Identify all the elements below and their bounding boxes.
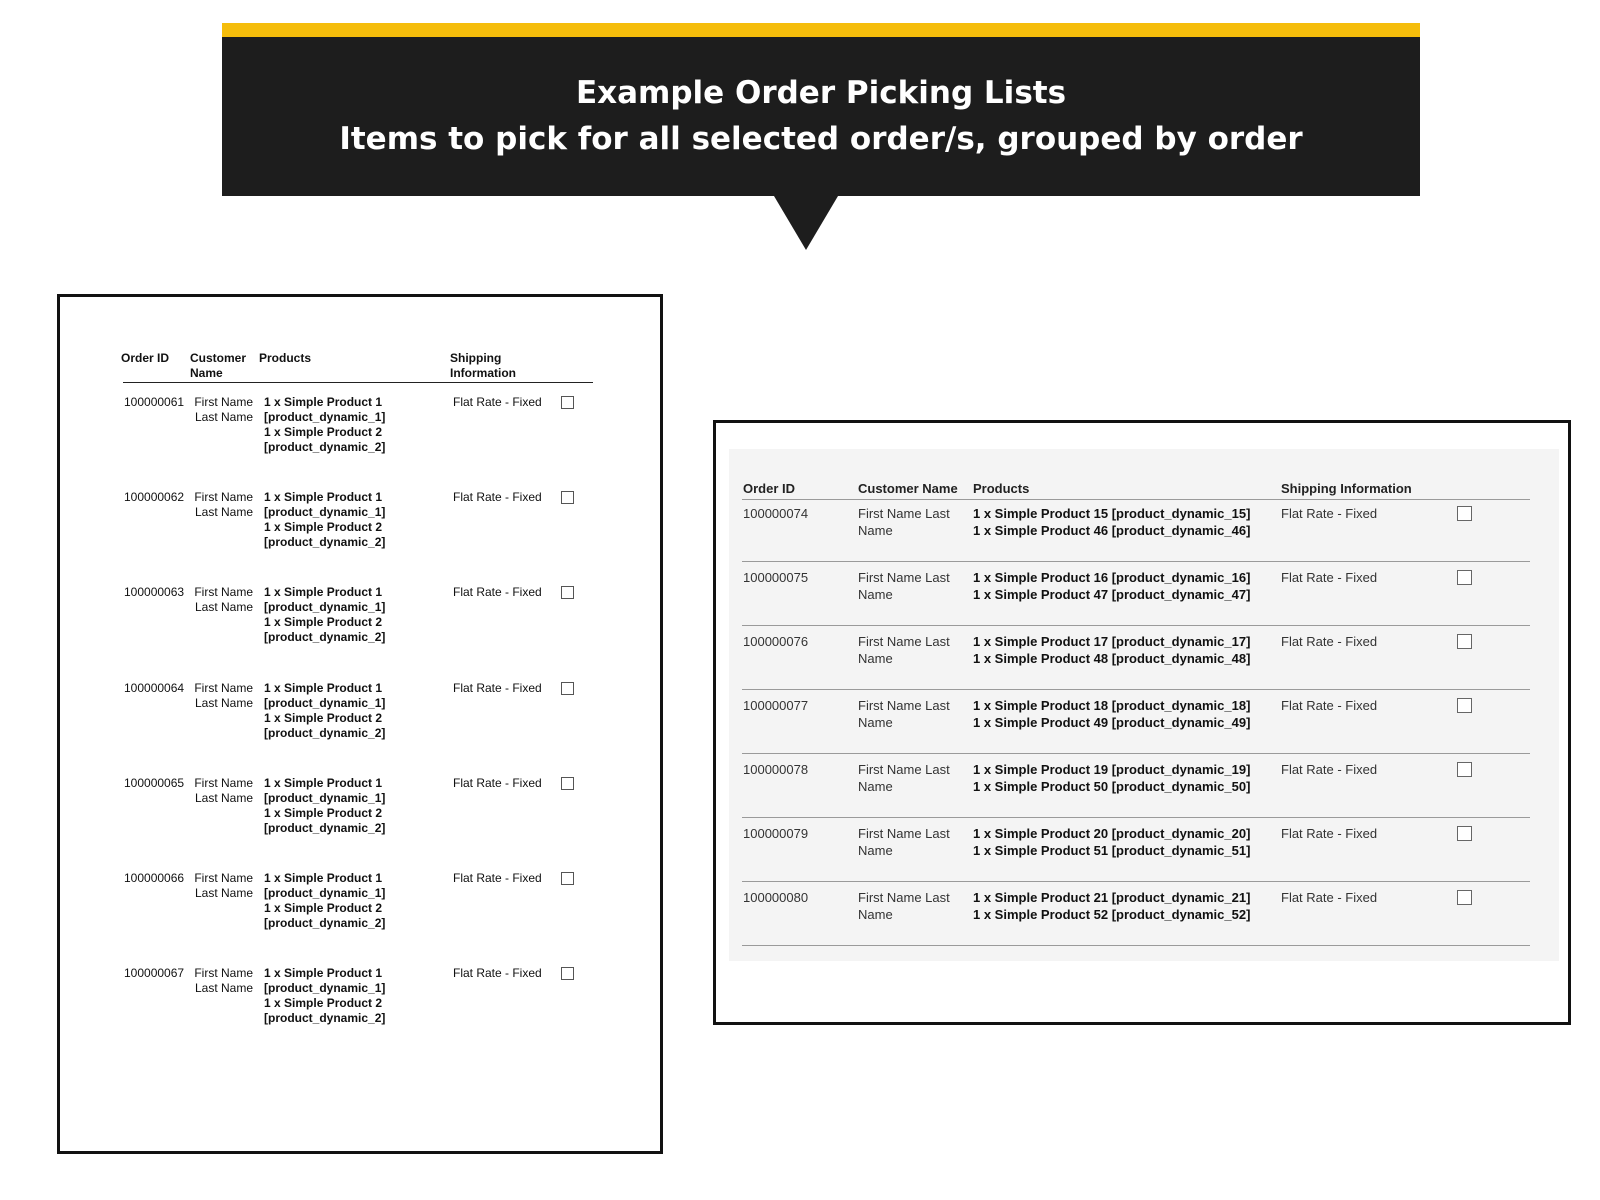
- picked-checkbox[interactable]: [561, 491, 574, 504]
- picked-checkbox[interactable]: [561, 586, 574, 599]
- order-id: 100000062: [124, 490, 185, 504]
- table-row: [729, 505, 1559, 569]
- products: 1 x Simple Product 1 [product_dynamic_1] 1 x Simple Product 2 [product_dynamic_2]: [264, 395, 386, 454]
- order-id: 100000077: [743, 698, 809, 713]
- picked-checkbox[interactable]: [561, 777, 574, 790]
- header-shipping-line2: Information: [450, 366, 516, 380]
- products: 1 x Simple Product 21 [product_dynamic_21] 1 x Simple Product 52 [product_dynamic_52]: [973, 890, 1251, 922]
- table-row: [729, 697, 1559, 761]
- products: 1 x Simple Product 1 [product_dynamic_1] 1 x Simple Product 2 [product_dynamic_2]: [264, 681, 386, 740]
- table-row: [60, 871, 660, 961]
- header-banner: [222, 23, 1420, 196]
- banner-title: Example Order Picking Lists: [575, 75, 1067, 111]
- picked-checkbox[interactable]: [561, 682, 574, 695]
- row-divider: [742, 881, 1530, 882]
- table-row: [60, 681, 660, 771]
- customer-name: First Name Last Name: [194, 966, 253, 995]
- picked-checkbox[interactable]: [1457, 890, 1472, 905]
- customer-name: First Name Last Name: [858, 506, 950, 538]
- header-products: Products: [973, 481, 1030, 496]
- order-id: 100000065: [124, 776, 185, 790]
- customer-name: First Name Last Name: [194, 776, 253, 805]
- order-id: 100000075: [743, 570, 809, 585]
- table-row: [729, 889, 1559, 953]
- picked-checkbox[interactable]: [561, 396, 574, 409]
- products: 1 x Simple Product 1 [product_dynamic_1] 1 x Simple Product 2 [product_dynamic_2]: [264, 585, 386, 644]
- products: 1 x Simple Product 20 [product_dynamic_20] 1 x Simple Product 51 [product_dynamic_51]: [973, 826, 1251, 858]
- header-order-id: Order ID: [743, 481, 796, 496]
- shipping-method: Flat Rate - Fixed: [453, 776, 542, 790]
- picked-checkbox[interactable]: [561, 872, 574, 885]
- table-row: [729, 569, 1559, 633]
- picked-checkbox[interactable]: [1457, 634, 1472, 649]
- customer-name: First Name Last Name: [858, 762, 950, 794]
- customer-name: First Name Last Name: [858, 826, 950, 858]
- products: 1 x Simple Product 17 [product_dynamic_17] 1 x Simple Product 48 [product_dynamic_48]: [973, 634, 1251, 666]
- customer-name: First Name Last Name: [194, 681, 253, 710]
- order-id: 100000080: [743, 890, 809, 905]
- header-customer-line1: Customer: [190, 351, 247, 365]
- row-divider: [742, 625, 1530, 626]
- shipping-method: Flat Rate - Fixed: [1281, 570, 1378, 585]
- order-id: 100000061: [124, 395, 185, 409]
- row-divider: [742, 689, 1530, 690]
- shipping-method: Flat Rate - Fixed: [1281, 890, 1378, 905]
- customer-name: First Name Last Name: [194, 871, 253, 900]
- accent-stripe: [222, 23, 1420, 37]
- shipping-method: Flat Rate - Fixed: [1281, 698, 1378, 713]
- products: 1 x Simple Product 1 [product_dynamic_1] 1 x Simple Product 2 [product_dynamic_2]: [264, 490, 386, 549]
- picking-list-document-landscape: [713, 420, 1571, 1025]
- shipping-method: Flat Rate - Fixed: [453, 966, 542, 980]
- table-row: [60, 966, 660, 1056]
- order-id: 100000074: [743, 506, 809, 521]
- shipping-method: Flat Rate - Fixed: [1281, 506, 1378, 521]
- picked-checkbox[interactable]: [1457, 570, 1472, 585]
- table-row: [60, 585, 660, 675]
- table-row: [729, 761, 1559, 825]
- order-id: 100000067: [124, 966, 185, 980]
- order-id: 100000076: [743, 634, 809, 649]
- header-shipping-information: [450, 351, 516, 381]
- products: 1 x Simple Product 15 [product_dynamic_15] 1 x Simple Product 46 [product_dynamic_46]: [973, 506, 1251, 538]
- picked-checkbox[interactable]: [1457, 762, 1472, 777]
- shipping-method: Flat Rate - Fixed: [453, 490, 542, 504]
- table-row: [60, 776, 660, 866]
- shipping-method: Flat Rate - Fixed: [453, 395, 542, 409]
- shipping-method: Flat Rate - Fixed: [1281, 826, 1378, 841]
- table-row: [60, 395, 660, 485]
- customer-name: First Name Last Name: [858, 634, 950, 666]
- row-divider: [742, 753, 1530, 754]
- row-divider: [742, 945, 1530, 946]
- shipping-method: Flat Rate - Fixed: [453, 871, 542, 885]
- callout-pointer: [774, 196, 838, 250]
- header-products: Products: [259, 351, 312, 365]
- table-row: [729, 825, 1559, 889]
- customer-name: First Name Last Name: [858, 698, 950, 730]
- order-id: 100000079: [743, 826, 809, 841]
- header-shipping-line1: Shipping: [450, 351, 502, 365]
- products: 1 x Simple Product 18 [product_dynamic_18] 1 x Simple Product 49 [product_dynamic_49]: [973, 698, 1251, 730]
- header-order-id: Order ID: [121, 351, 170, 365]
- picked-checkbox[interactable]: [1457, 698, 1472, 713]
- row-divider: [742, 817, 1530, 818]
- shipping-method: Flat Rate - Fixed: [1281, 634, 1378, 649]
- header-customer-name: Customer Name: [858, 481, 958, 496]
- header-divider: [123, 382, 593, 383]
- header-divider: [742, 499, 1530, 500]
- banner-subtitle: Items to pick for all selected order/s, grouped by order: [339, 121, 1303, 157]
- shipping-method: Flat Rate - Fixed: [453, 585, 542, 599]
- customer-name: First Name Last Name: [858, 890, 950, 922]
- shipping-method: Flat Rate - Fixed: [1281, 762, 1378, 777]
- order-id: 100000064: [124, 681, 185, 695]
- products: 1 x Simple Product 1 [product_dynamic_1] 1 x Simple Product 2 [product_dynamic_2]: [264, 871, 386, 930]
- products: 1 x Simple Product 16 [product_dynamic_16] 1 x Simple Product 47 [product_dynamic_47]: [973, 570, 1251, 602]
- customer-name: First Name Last Name: [858, 570, 950, 602]
- order-id: 100000063: [124, 585, 185, 599]
- customer-name: First Name Last Name: [194, 585, 253, 614]
- products: 1 x Simple Product 1 [product_dynamic_1] 1 x Simple Product 2 [product_dynamic_2]: [264, 966, 386, 1025]
- header-customer-name: [190, 351, 246, 381]
- picked-checkbox[interactable]: [1457, 826, 1472, 841]
- picking-list-panel: [729, 449, 1559, 961]
- order-id: 100000066: [124, 871, 185, 885]
- customer-name: First Name Last Name: [194, 395, 253, 424]
- products: 1 x Simple Product 19 [product_dynamic_19] 1 x Simple Product 50 [product_dynamic_50]: [973, 762, 1251, 794]
- picked-checkbox[interactable]: [561, 967, 574, 980]
- shipping-method: Flat Rate - Fixed: [453, 681, 542, 695]
- header-shipping-information: Shipping Information: [1281, 481, 1412, 496]
- order-id: 100000078: [743, 762, 809, 777]
- table-row: [729, 633, 1559, 697]
- picking-list-document-portrait: [57, 294, 663, 1154]
- header-customer-line2: Name: [190, 366, 223, 380]
- table-row: [60, 490, 660, 580]
- customer-name: First Name Last Name: [194, 490, 253, 519]
- picked-checkbox[interactable]: [1457, 506, 1472, 521]
- row-divider: [742, 561, 1530, 562]
- products: 1 x Simple Product 1 [product_dynamic_1] 1 x Simple Product 2 [product_dynamic_2]: [264, 776, 386, 835]
